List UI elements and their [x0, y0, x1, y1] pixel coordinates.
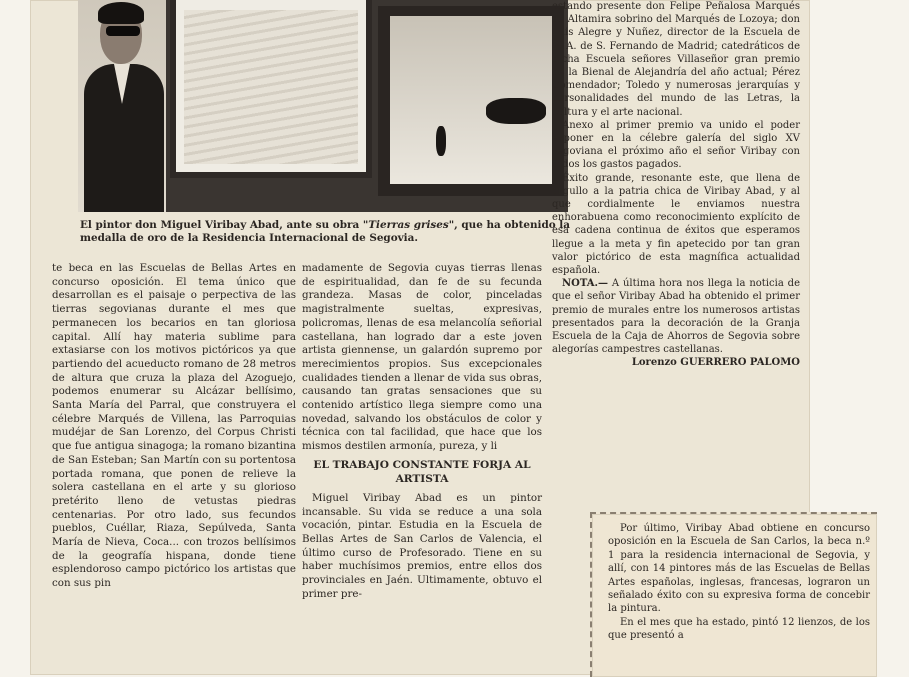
- side-column: Por último, Viribay Abad obtiene en concurso oposición en la Escuela de San Carlos, la beca n.º 1 para la residencia internacional de Segovia, y allí, con 14 pintores más de las Escuelas de Bellas Artes españolas, inglesas, francesas, lograron un señalado éxito con su expresiva forma de concebir la pintura. En el mes que ha estado, pintó 12 lienzos, de los que presentó a: [608, 523, 870, 642]
- side-clipping: [590, 512, 877, 677]
- column-1: te beca en las Escuelas de Bellas Artes en concurso oposición. El tema único que desarrollan es el paisaje o perpectiva de las tierras segovianas durante el mes que permanecen los becarios en tan gloriosa capital. Allí hay materia sublime para extasiarse con los motivos pictóricos ya que partiendo del acueducto romano de 28 metros de altura que cruza la plaza del Azoguejo, podemos enumerar su Alcázar bellísimo, Santa María del Parral, que construyera el célebre Marqués de Villena, las Parroquias mudéjar de San Lorenzo, del Corpus Christi que fue antigua sinagoga; la romano bizantina de San Esteban; San Martín con su portentosa portada romana, que ponen de relieve la solera castellana en el arte y su glorioso pretérito lleno de vetustas piedras centenarias. Por otro lado, sus fecundos pueblos, Cuéllar, Riaza, Sepúlveda, Santa María de Nieva, Coca... con trozos bellísimos de la geografía hispana, donde tiene esplendoroso campo pictórico los artistas que con sus pin: [52, 262, 296, 590]
- bullfighter-figure: [436, 126, 446, 156]
- column-right-top: estando presente don Felipe Peñalosa Marqués de Altamira sobrino del Marqués de Lozoya; don Luis Alegre y Nuñez, director de la Escuela de B. A. de S. Fernando de Madrid; catedráticos de dicha Escuela señores Villaseñor gran premio de la Bienal de Alejandría del año actual; Pérez Comendador; Toledo y numerosas jerarquías y personalidades del mundo de las Letras, la cultura y el arte nacional. Anexo al primer premio va unido el poder exponer en la célebre galería del siglo XV segoviana el próximo año el señor Viribay con todos los gastos pagados. Éxito grande, resonante este, que llena de orgullo a la patria chica de Viribay Abad, y al que cordialmente le enviamos nuestra enhorabuena como reconocimiento explícito de esa cadena continua de éxitos que esperamos llegue a la meta y fin apetecido por tan gran valor pictórico de esta magnífica actualidad española. NOTA.— A última hora nos llega la noticia de que el señor Viribay Abad ha obtenido el primer premio de murales entre los numerosos artistas presentados para la decoración de la Granja Escuela de la Caja de Ahorros de Segovia sobre alegorías campestres castellanas. Lorenzo GUERRERO PALOMO: [552, 1, 800, 369]
- signature: Lorenzo GUERRERO PALOMO: [631, 357, 800, 369]
- sunglasses-icon: [106, 26, 140, 36]
- painter-portrait: [78, 0, 166, 212]
- painting-right: [378, 6, 564, 196]
- photo-caption: El pintor don Miguel Viribay Abad, ante su obra "Tierras grises", que ha obtenido la medalla de oro de la Residencia Internacional de Segovia.: [80, 219, 570, 244]
- article-photo: [78, 0, 568, 212]
- painting-left: [170, 0, 372, 178]
- column-2: madamente de Segovia cuyas tierras llenas de espiritualidad, dan fe de su fecunda grandeza. Masas de color, pinceladas magistralmente sueltas, expresivas, policromas, llenas de esa melancolía señorial castellana, han logrado dar a este joven artista giennense, un galardón supremo por merecimientos propios. Sus excepcionales cualidades tienden a llenar de vida sus obras, causando tan gratas sensaciones que su contenido artístico llega siempre como una novedad, salvando los obstáculos de color y técnica con tal facilidad, que hace que los mismos destilen armonía, pureza, y li EL TRABAJO CONSTANTE FORJA AL ARTISTA Miguel Viribay Abad es un pintor incansable. Su vida se reduce a una sola vocación, pintar. Estudia en la Escuela de Bellas Artes de San Carlos de Valencia, el último curso de Profesorado. Tiene en su haber muchísimos premios, entre ellos dos provinciales en Jaén. Ultimamente, obtuvo el primer pre-: [302, 262, 542, 600]
- nota-label: NOTA.—: [562, 278, 608, 290]
- bull-figure: [486, 98, 546, 124]
- headline: EL TRABAJO CONSTANTE FORJA AL ARTISTA: [313, 458, 531, 485]
